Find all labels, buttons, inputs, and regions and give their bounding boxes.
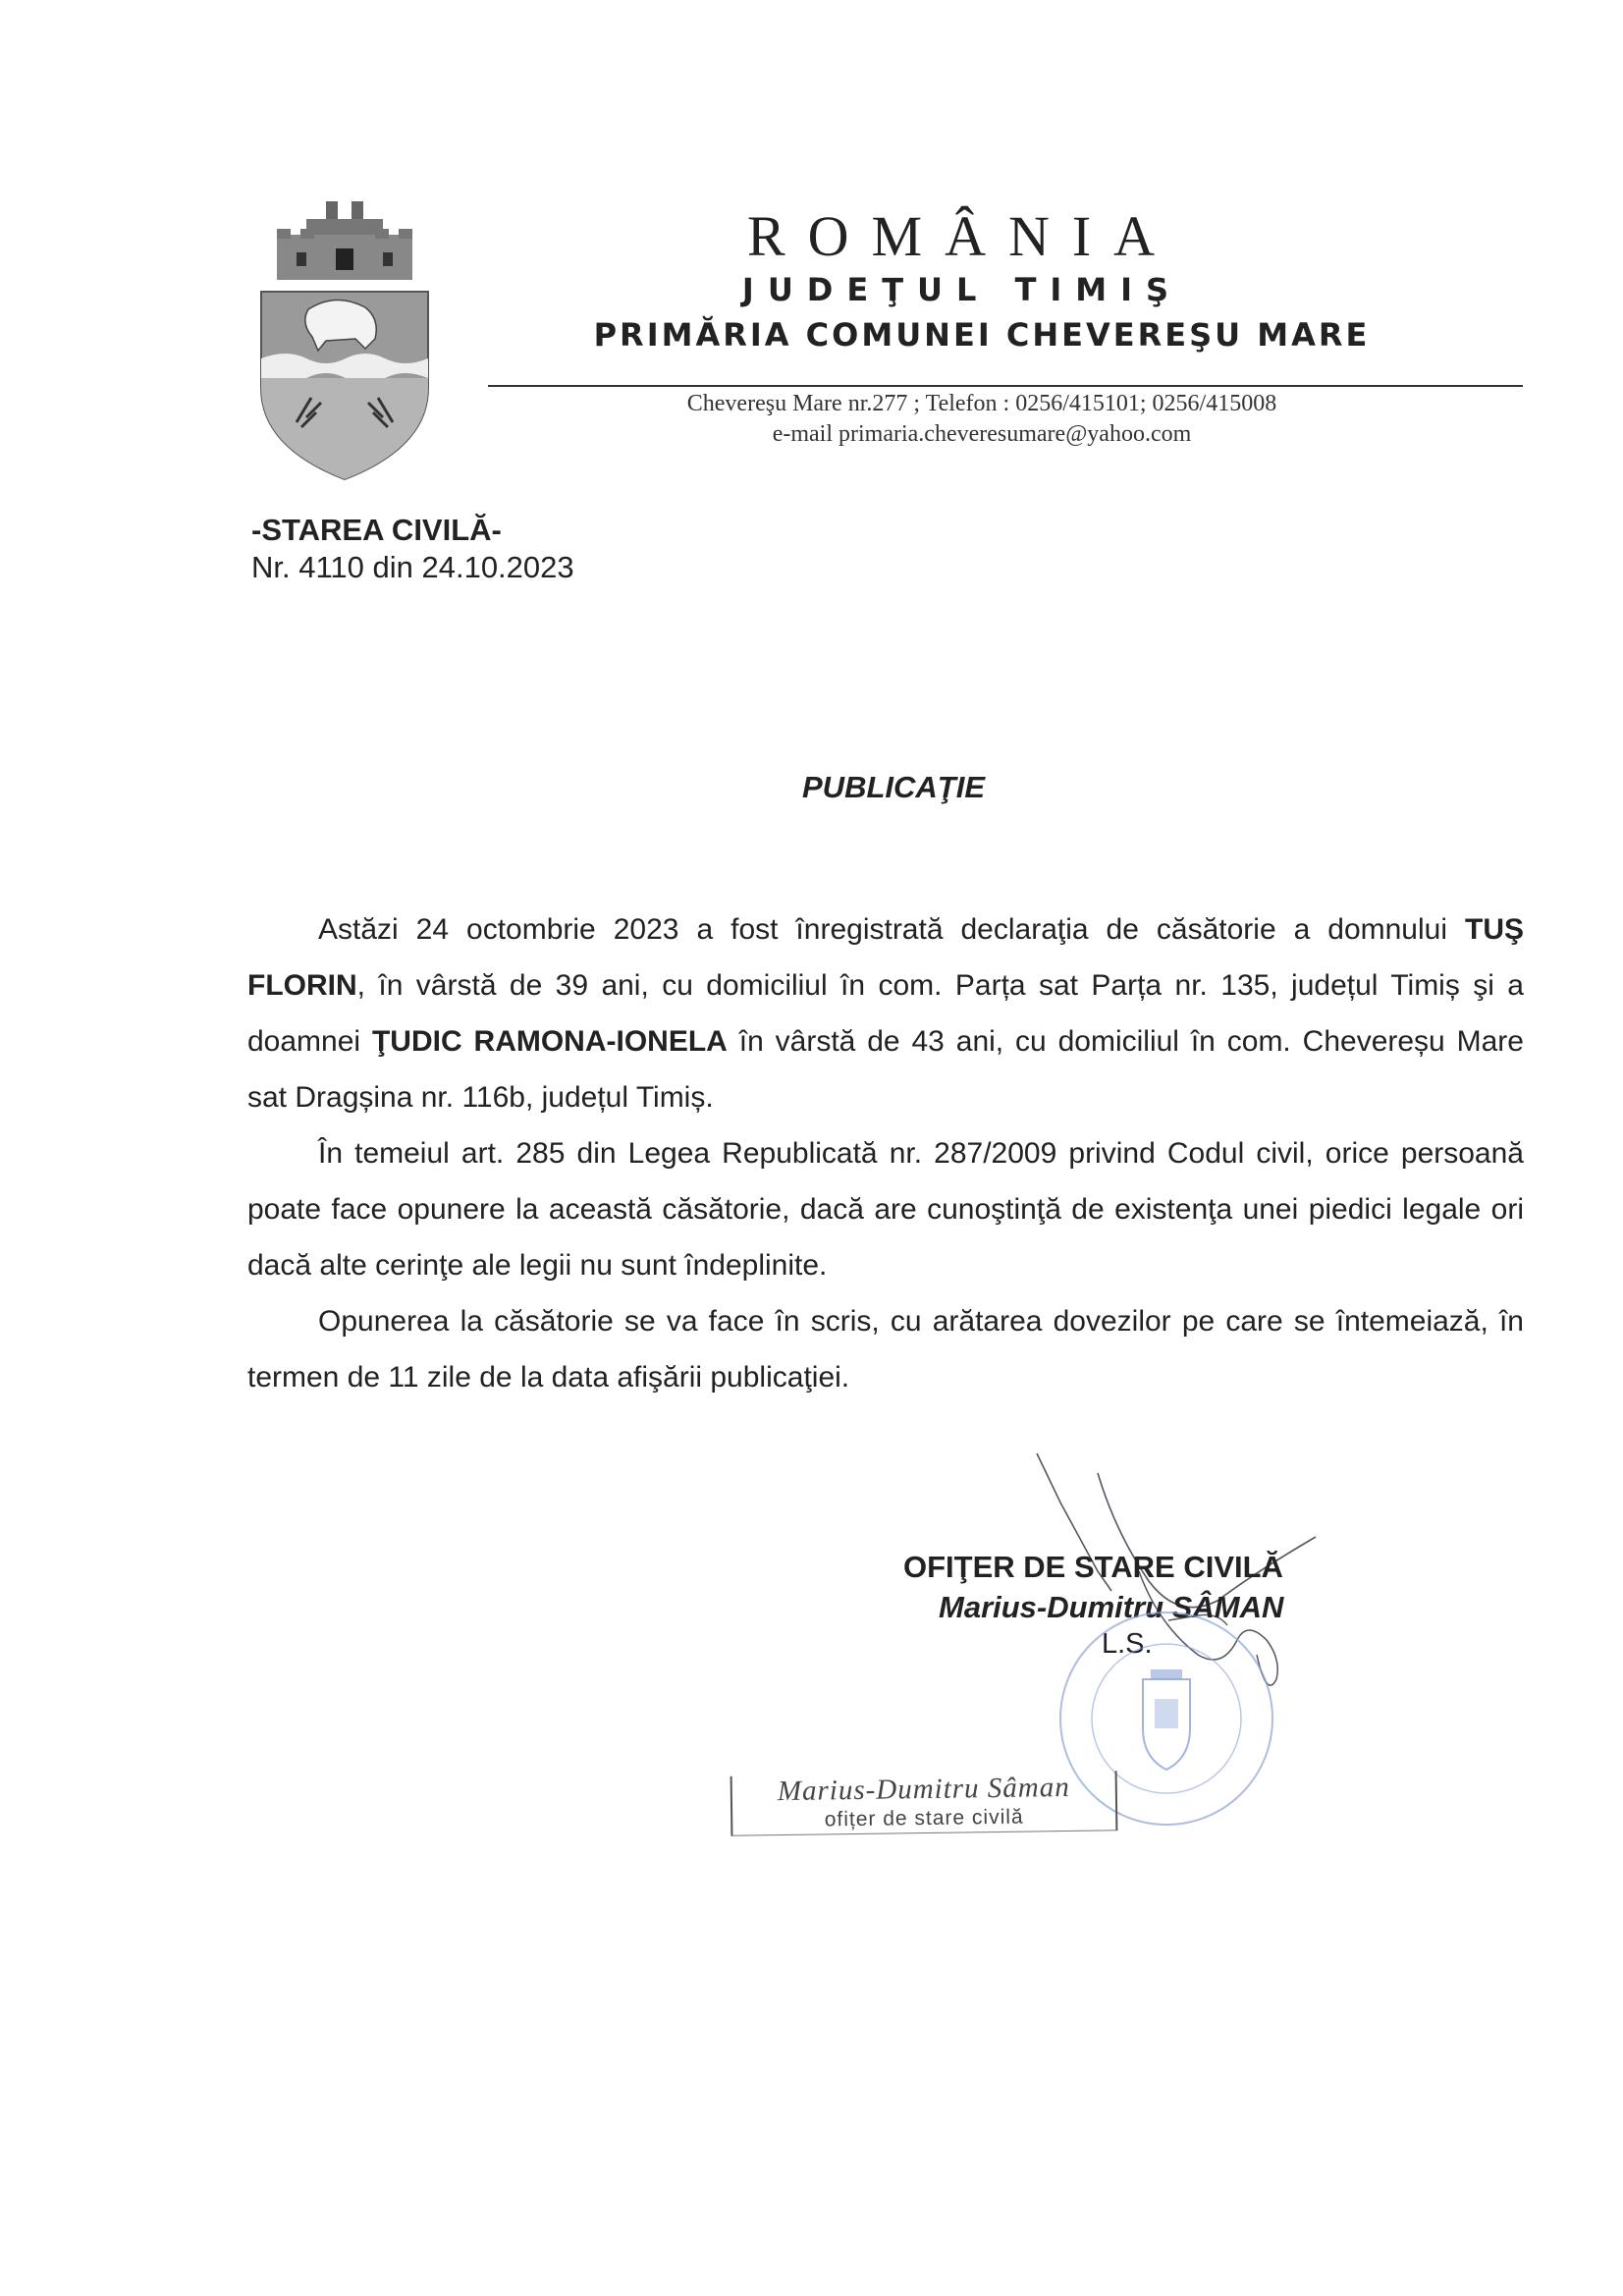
header-divider bbox=[488, 385, 1523, 387]
document-body bbox=[247, 902, 1524, 1405]
signatory-name: Marius-Dumitru SÂMAN bbox=[939, 1590, 1284, 1624]
registration-number: Nr. 4110 din 24.10.2023 bbox=[251, 550, 574, 584]
paragraph-legal-basis: În temeiul art. 285 din Legea Republicată nr. 287/2009 privind Codul civil, orice persoană poate face opunere la această căsătorie, dacă are cunoştinţă de existenţa unei piedici legale ori dacă alte cerinţe ale legii nu sunt îndeplinite. bbox=[247, 1137, 1524, 1282]
document-title: PUBLICAŢIE bbox=[802, 770, 985, 804]
contact-email: e-mail primaria.cheveresumare@yahoo.com bbox=[772, 421, 1192, 447]
stamp-name: Marius-Dumitru Sâman bbox=[777, 1771, 1070, 1808]
department-label: -STAREA CIVILĂ- bbox=[251, 513, 502, 547]
paragraph-declaration: Astăzi 24 octombrie 2023 a fost înregistrată declaraţia de căsătorie a domnului TUŞ FLORIN, în vârstă de 39 ani, cu domiciliul în com. Parța sat Parța nr. 135, județul Timiș şi a doamnei ŢUDIC RAMONA-IONELA în vârstă de 43 ani, cu domiciliul în com. Chevereșu Mare sat Dragșina nr. 116b, județul Timiș. bbox=[247, 913, 1524, 1114]
city-hall-name: PRIMĂRIA COMUNEI CHEVEREŞU MARE bbox=[593, 316, 1371, 354]
name-stamp bbox=[730, 1771, 1118, 1835]
stamp-role: ofițer de stare civilă bbox=[824, 1805, 1024, 1831]
signatory-role: OFIŢER DE STARE CIVILĂ bbox=[903, 1550, 1283, 1584]
contact-address-phone: Chevereşu Mare nr.277 ; Telefon : 0256/415101; 0256/415008 bbox=[686, 391, 1277, 416]
coat-of-arms-icon bbox=[257, 201, 432, 481]
paragraph-opposition: Opunerea la căsătorie se va face în scris, cu arătarea dovezilor pe care se întemeiază, în termen de 11 zile de la data afişării publicaţiei. bbox=[247, 1305, 1524, 1394]
county-name: JUDEŢUL TIMIŞ bbox=[741, 271, 1183, 308]
groom-name: TUŞ FLORIN bbox=[247, 913, 1524, 1002]
bride-name: ŢUDIC RAMONA-IONELA bbox=[371, 1025, 728, 1058]
country-name: ROMÂNIA bbox=[746, 204, 1178, 268]
seal-mark-label: L.S. bbox=[1102, 1628, 1153, 1660]
